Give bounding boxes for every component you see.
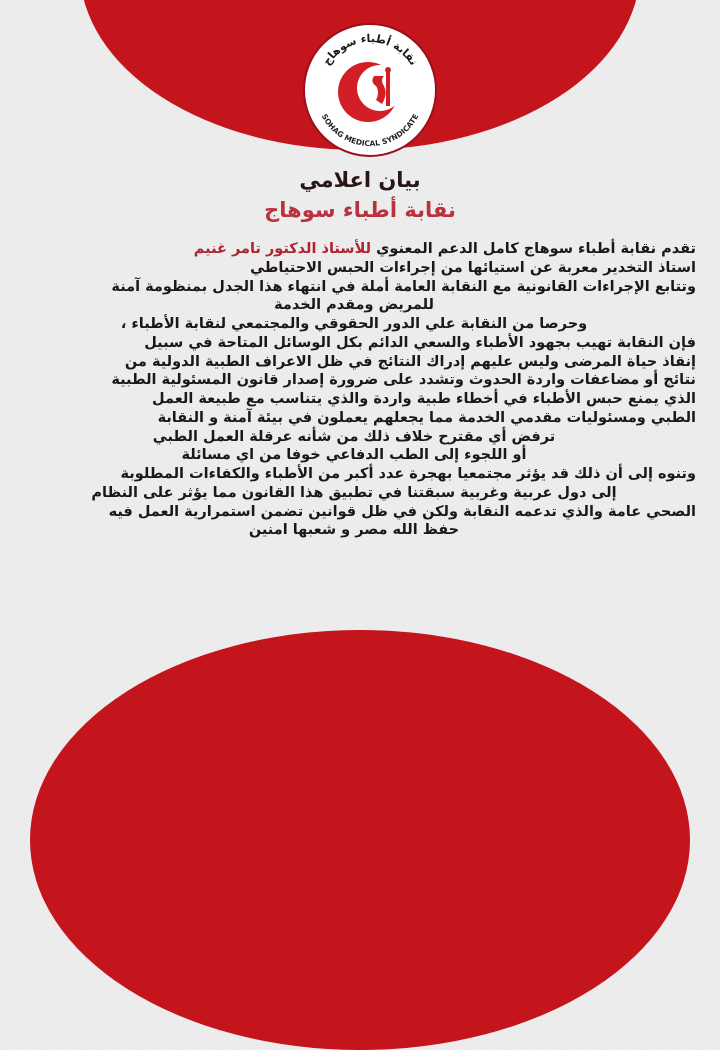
statement-line: نتائج أو مضاعفات واردة الحدوث وتشدد على ضرورة إصدار قانون المسئولية الطبية	[111, 372, 696, 389]
statement-line: الصحي عامة والذي تدعمه النقابة ولكن في ظل قوانين تضمن استمرارية العمل فيه	[108, 503, 696, 520]
statement-line: وتتابع الإجراءات القانونية مع النقابة العامة أملة في انتهاء هذا الجدل بمنظومة آمنة	[111, 278, 696, 295]
page-subtitle: نقابة أطباء سوهاج	[264, 198, 456, 222]
statement-line: أو اللجوء إلى الطب الدفاعي خوفا من اي مسائلة	[181, 447, 527, 464]
statement-line: إلى دول عربية وغربية سبقتنا في تطبيق هذا القانون مما يؤثر على النظام	[91, 484, 617, 501]
statement-line: للمريض ومقدم الخدمة	[274, 297, 434, 314]
closing-line: حفظ الله مصر و شعبها امنين	[248, 522, 460, 539]
syndicate-logo	[300, 20, 440, 160]
statement-line: فإن النقابة تهيب بجهود الأطباء والسعي الدائم بكل الوسائل المتاحة في سبيل	[144, 334, 696, 351]
statement-line: استاذ التخدير معربة عن استيائها من إجراءات الحبس الاحتياطي	[250, 259, 696, 276]
statement-body	[12, 240, 696, 540]
logo-arabic-ring-text: نقابة أطباء سوهاج	[320, 31, 421, 68]
statement-line: ترفض أي مقترح خلاف ذلك من شأنه عرقلة العمل الطبي	[152, 428, 556, 445]
statement-line: الذي يمنع حبس الأطباء في أخطاء طبية واردة والذي يتناسب مع طبيعة العمل	[152, 391, 696, 407]
statement-line: وتنوه إلى أن ذلك قد يؤثر مجتمعيا بهجرة عدد أكبر من الأطباء والكفاءات المطلوبة	[120, 466, 696, 482]
logo-english-ring-text: SOHAG MEDICAL SYNDICATE	[319, 112, 421, 149]
statement-line: إنقاذ حياة المرضى وليس عليهم إدراك النتائج في ظل الاعراف الطبية الدولية من	[124, 353, 696, 370]
statement-line: وحرصا من النقابة علي الدور الحقوقي والمجتمعي لنقابة الأطباء ،	[120, 316, 588, 332]
doctor-name-highlight: للأستاذ الدكتور تامر غنيم	[193, 241, 372, 257]
statement-line-1: تقدم نقابة أطباء سوهاج كامل الدعم المعنوي للأستاذ الدكتور تامر غنيم	[193, 241, 696, 257]
statement-line: الطبي ومسئوليات مقدمي الخدمة مما يجعلهم يعملون في بيئة آمنة و النقابة	[157, 409, 696, 426]
page-title: بيان اعلامي	[299, 168, 421, 192]
bottom-red-arc	[30, 630, 690, 1050]
